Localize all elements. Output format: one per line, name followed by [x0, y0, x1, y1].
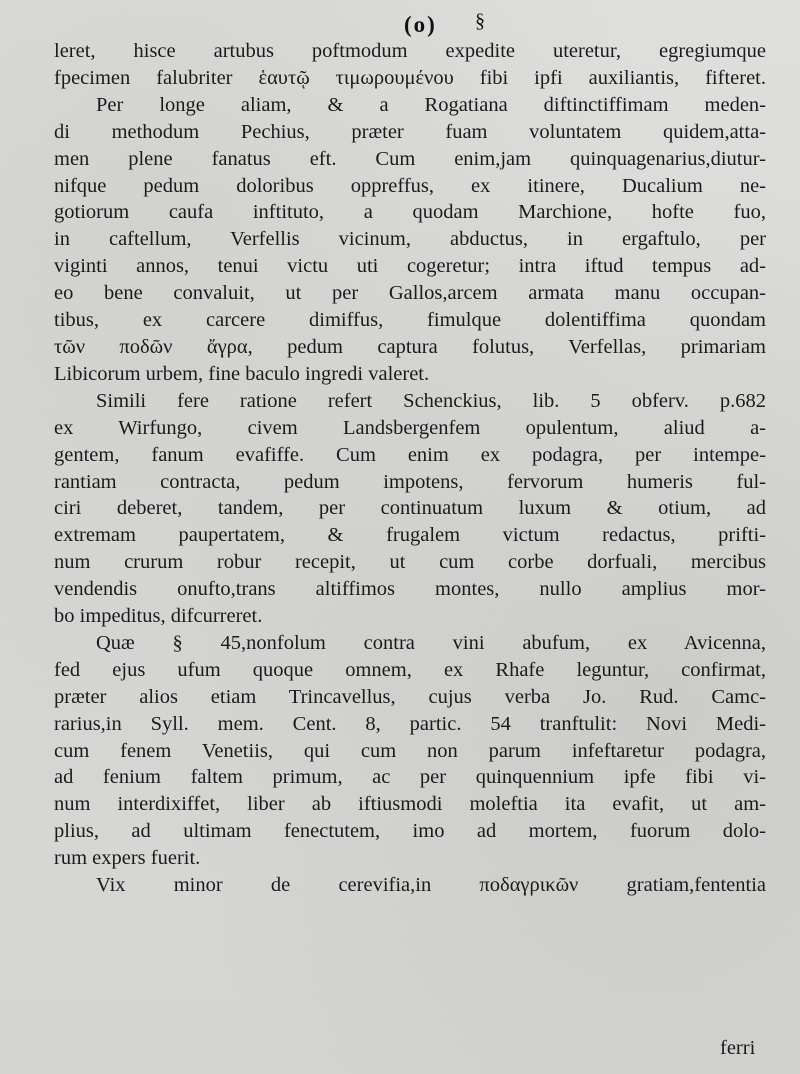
text-line: fed ejus ufum quoque omnem, ex Rhafe leguntur, confirmat, [54, 658, 766, 681]
text-line: Vix minor de cerevifia,in ποδαγρικῶν gratiam,fententia [96, 874, 766, 897]
text-line: leret, hisce artubus poftmodum expedite uteretur, egregiumque [54, 40, 766, 62]
text-line: num crurum robur recepit, ut cum corbe dorfuali, mercibus [54, 551, 766, 574]
text-line: Libicorum urbem, fine baculo ingredi valeret. [54, 362, 430, 385]
text-line: ciri deberet, tandem, per continuatum luxum & otium, ad [54, 497, 766, 520]
text-line: eo bene convaluit, ut per Gallos,arcem armata manu occupan- [54, 282, 766, 305]
text-line: tibus, ex carcere dimiffus, fimulque dolentiffima quondam [54, 309, 766, 332]
paragraph [54, 630, 766, 872]
text-line: fpecimen falubriter ἑαυτῷ τιμωρουμένου fibi ipfi auxiliantis, fifteret. [54, 66, 766, 89]
text-line: gotiorum caufa inftituto, a quodam Marchione, hofte fuo, [54, 201, 766, 224]
text-line: Per longe aliam, & a Rogatiana diftinctiffimam meden- [96, 93, 766, 116]
signature-mark: (o) [404, 12, 437, 37]
page-header [0, 10, 800, 36]
text-line: gentem, fanum evafiffe. Cum enim ex podagra, per intempe- [54, 443, 766, 466]
text-line: rum expers fuerit. [54, 847, 201, 870]
text-line: nifque pedum doloribus oppreffus, ex itinere, Ducalium ne- [54, 174, 766, 197]
text-line: num interdixiffet, liber ab iftiusmodi moleftia ita evafit, ut am- [54, 793, 766, 816]
text-line: ex Wirfungo, civem Landsbergenfem opulentum, aliud a- [54, 416, 766, 439]
catchword: ferri [720, 1037, 756, 1059]
text-line: men plene fanatus eft. Cum enim,jam quinquagenarius,diutur- [54, 147, 766, 170]
text-line: plius, ad ultimam fenectutem, imo ad mortem, fuorum dolo- [54, 820, 766, 843]
text-line: Quæ § 45,nonfolum contra vini abufum, ex Avicenna, [96, 631, 766, 654]
paragraph [54, 92, 766, 388]
paragraph [54, 872, 766, 899]
text-line: præter alios etiam Trincavellus, cujus verba Jo. Rud. Camc- [54, 685, 766, 708]
text-line: ad fenium faltem primum, ac per quinquennium ipfe fibi vi- [54, 766, 766, 789]
text-line: di methodum Pechius, præter fuam voluntatem quidem,atta- [54, 120, 766, 143]
text-line: extremam paupertatem, & frugalem victum redactus, prifti- [54, 524, 766, 547]
text-line: viginti annos, tenui victu uti cogeretur; intra iftud tempus ad- [54, 255, 766, 278]
text-line: τῶν ποδῶν ἄγρα, pedum captura folutus, Verfellas, primariam [54, 335, 766, 358]
text-line: Simili fere ratione refert Schenckius, lib. 5 obferv. p.682 [96, 389, 766, 412]
text-line: cum fenem Venetiis, qui cum non parum infeftaretur podagra, [54, 739, 766, 762]
body-text [54, 38, 766, 899]
text-line: vendendis onufto,trans altiffimos montes, nullo amplius mor- [54, 578, 766, 601]
text-line: rantiam contracta, pedum impotens, fervorum humeris ful- [54, 470, 766, 493]
paragraph [54, 38, 766, 92]
section-ornament-icon: § [475, 10, 485, 32]
text-line: bo impeditus, difcurreret. [54, 605, 263, 628]
text-line: in caftellum, Verfellis vicinum, abductus, in ergaftulo, per [54, 228, 766, 251]
text-line: rarius,in Syll. mem. Cent. 8, partic. 54 tranftulit: Novi Medi- [54, 712, 766, 735]
paragraph [54, 388, 766, 630]
